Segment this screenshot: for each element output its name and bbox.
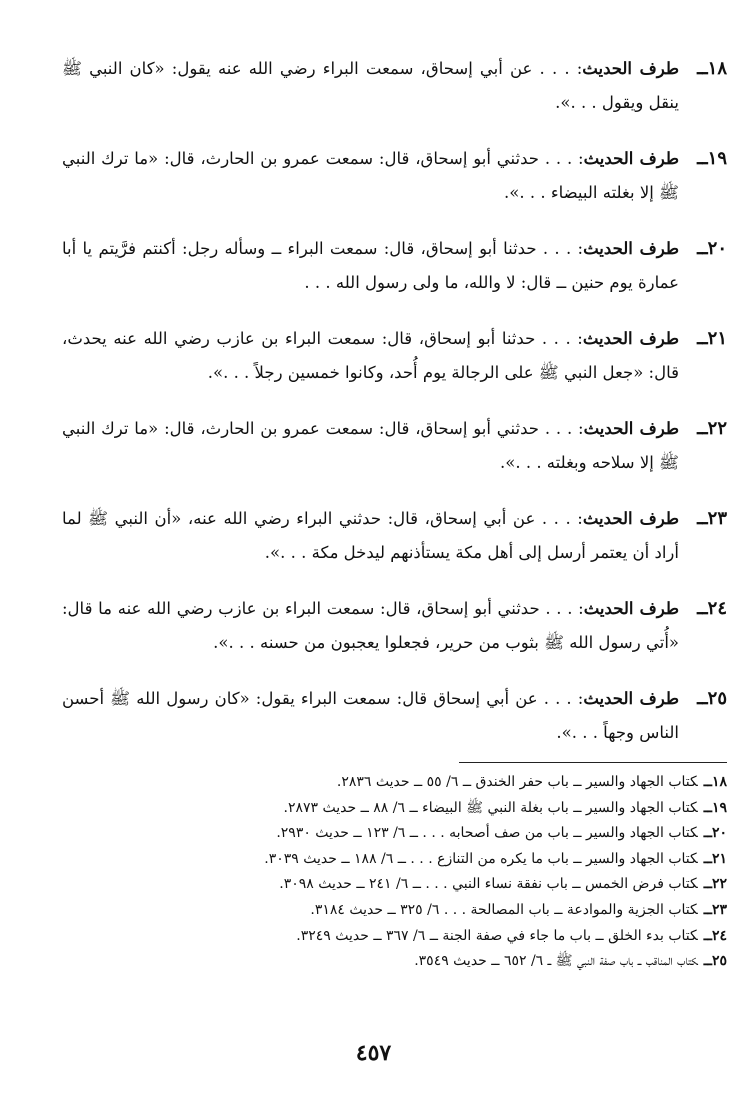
footnote-text: كتاب المناقب ــ باب صفة النبي ﷺ ــ ٦/ ٦٥٢ ــ حديث ٣٥٤٩. [414, 953, 698, 970]
footnote-text: كتاب الجهاد والسير ــ باب من صف أصحابه . . . ــ ٦/ ١٢٣ ــ حديث ٢٩٣٠. [276, 825, 698, 842]
footnote-number: ٢٢ــ [703, 876, 727, 893]
page-number: ٤٥٧ [355, 1040, 392, 1066]
hadith-entry [62, 412, 727, 480]
footnote-text: كتاب الجهاد والسير ــ باب حفر الخندق ــ ٦/ ٥٥ ــ حديث ٢٨٣٦. [336, 774, 698, 790]
footnote [62, 770, 727, 796]
footnote-number: ٢٤ــ [703, 927, 727, 944]
entry-number: ٢٢ــ [697, 418, 727, 439]
footnote-divider [459, 762, 727, 763]
footnote-number: ٢٣ــ [703, 901, 727, 918]
entry-body [62, 412, 679, 480]
hadith-entry [62, 502, 727, 570]
footnote-text: كتاب الجهاد والسير ــ باب بغلة النبي ﷺ البيضاء ــ ٦/ ٨٨ ــ حديث ٢٨٧٣. [283, 799, 698, 816]
footnote [62, 949, 727, 975]
entry-label: طرف الحديث [583, 239, 679, 258]
entry-text: : . . . حدثني أبو إسحاق، قال: سمعت عمرو بن الحارث، قال: «ما ترك النبي ﷺ إلا سلاحه وبغلته . . .». [62, 419, 679, 472]
hadith-entry [62, 232, 727, 300]
footnote-text: كتاب بدء الخلق ــ باب ما جاء في صفة الجنة ــ ٦/ ٣٦٧ ــ حديث ٣٢٤٩. [296, 927, 698, 944]
footnote-number: ١٨ــ [703, 774, 727, 790]
footnote [62, 847, 727, 873]
footnote-number: ١٩ــ [703, 799, 727, 816]
footnote [62, 821, 727, 847]
hadith-entry [62, 142, 727, 210]
hadith-entry [62, 682, 727, 750]
entry-text: : . . . حدثنا أبو إسحاق، قال: سمعت البراء ــ وسأله رجل: أكنتم فرَّيتم يا أبا عمارة يوم حنين ــ قال: لا والله، ما ولى رسول الله . . . [62, 239, 679, 292]
footnote-number: ٢٠ــ [703, 825, 727, 842]
entry-label: طرف الحديث [582, 59, 680, 78]
footnote [62, 872, 727, 898]
entry-text: : . . . عن أبي إسحاق، قال: حدثني البراء رضي الله عنه، «أن النبي ﷺ لما أراد أن يعتمر أرسل إلى أهل مكة يستأذنهم ليدخل مكة . . .». [62, 509, 679, 562]
entry-text: : . . . حدثني أبو إسحاق، قال: سمعت البراء بن عازب رضي الله عنه ما قال: «أُتي رسول الله ﷺ بثوب من حرير، فجعلوا يعجبون من حسنه . . .». [62, 599, 679, 652]
entry-number: ٢١ــ [697, 328, 727, 349]
footnotes [62, 770, 727, 975]
entry-text: : . . . حدثنا أبو إسحاق، قال: سمعت البراء بن عازب رضي الله عنه يحدث، قال: «جعل النبي ﷺ على الرجالة يوم أُحد، وكانوا خمسين رجلاً . . .». [62, 329, 679, 382]
footnote [62, 796, 727, 822]
entry-body [62, 142, 679, 210]
footnote [62, 898, 727, 924]
footnote-text: كتاب فرض الخمس ــ باب نفقة نساء النبي . . . ــ ٦/ ٢٤١ ــ حديث ٣٠٩٨. [279, 876, 698, 893]
entry-text: : . . . عن أبي إسحاق، سمعت البراء رضي الله عنه يقول: «كان النبي ﷺ ينقل ويقول . . .». [62, 59, 679, 112]
footnote-text: كتاب الجزية والموادعة ــ باب المصالحة . . . ٦/ ٣٢٥ ــ حديث ٣١٨٤. [310, 901, 698, 918]
entry-number: ٢٥ــ [697, 688, 727, 709]
entry-body [62, 502, 679, 570]
entry-label: طرف الحديث [582, 329, 679, 348]
entry-label: طرف الحديث [583, 689, 679, 708]
entry-text: : . . . حدثني أبو إسحاق، قال: سمعت عمرو بن الحارث، قال: «ما ترك النبي ﷺ إلا بغلته البيضاء . . .». [62, 149, 679, 202]
entry-body [62, 682, 679, 750]
entry-number: ٢٠ــ [697, 238, 727, 259]
entry-label: طرف الحديث [583, 419, 679, 438]
hadith-entry [62, 52, 727, 120]
entry-number: ٢٣ــ [697, 508, 727, 529]
footnote-text: كتاب الجهاد والسير ــ باب ما يكره من التنازع . . . ــ ٦/ ١٨٨ ــ حديث ٣٠٣٩. [264, 850, 698, 867]
entry-body [62, 52, 679, 120]
entry-number: ١٩ــ [697, 148, 727, 169]
footnote-number: ٢٥ــ [703, 953, 727, 970]
footnote [62, 924, 727, 950]
entry-number: ٢٤ــ [697, 598, 727, 619]
footnote-number: ٢١ــ [703, 850, 727, 867]
entry-number: ١٨ــ [697, 58, 727, 79]
hadith-entry [62, 322, 727, 390]
entry-body [62, 322, 679, 390]
entry-label: طرف الحديث [583, 149, 679, 168]
entry-label: طرف الحديث [583, 599, 679, 618]
hadith-entry [62, 592, 727, 660]
entry-text: : . . . عن أبي إسحاق قال: سمعت البراء يقول: «كان رسول الله ﷺ أحسن الناس وجهاً . . .». [62, 689, 679, 742]
entry-body [62, 592, 679, 660]
hadith-entries [62, 52, 727, 772]
entry-label: طرف الحديث [582, 509, 679, 528]
entry-body [62, 232, 679, 300]
